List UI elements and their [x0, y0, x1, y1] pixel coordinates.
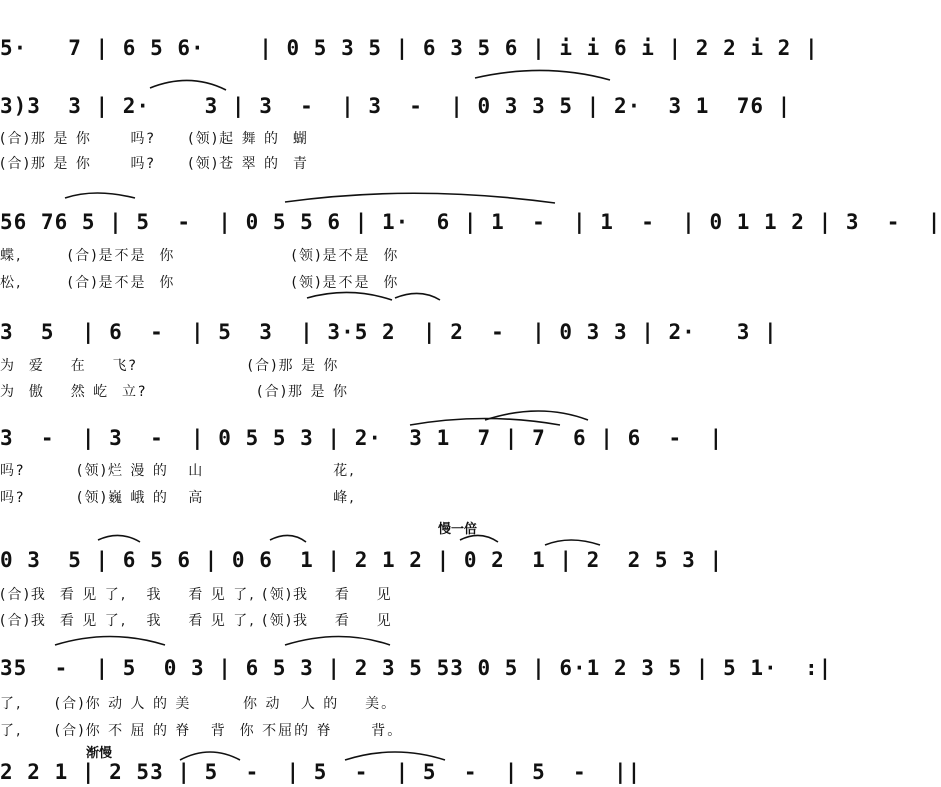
lyric-system-5-verse-1: 吗? (领)烂 漫 的 山 花,: [0, 463, 356, 479]
score-system-6-notes: 0 3 5 | 6 5 6 | 0 6 1 | 2 1 2 | 0 2 1 | 2 2 5 3 |: [0, 548, 724, 572]
tempo-marking-gradually-slower: 渐慢: [86, 746, 113, 761]
lyric-system-2-verse-2: (合)那 是 你 吗? (领)苍 翠 的 青: [0, 156, 309, 172]
lyric-system-7-verse-2: 了, (合)你 不 屈 的 脊 背 你 不屈的 脊 背。: [0, 723, 404, 739]
lyric-system-4-verse-1: 为 爱 在 飞? (合)那 是 你: [0, 358, 340, 374]
score-system-8-notes: 2 2 1 | 2 53 | 5 - | 5 - | 5 - | 5 - ||: [0, 760, 642, 784]
score-system-4-notes: 3 5 | 6 - | 5 3 | 3·5 2 | 2 - | 0 3 3 | 2· 3 |: [0, 320, 778, 344]
tempo-marking-slow-double: 慢一倍: [438, 522, 478, 537]
score-system-2-notes: 3)3 3 | 2· 3 | 3 - | 3 - | 0 3 3 5 | 2· 3 1 76 |: [0, 94, 792, 118]
lyric-system-6-verse-2: (合)我 看 见 了, 我 看 见 了, (领)我 看 见: [0, 613, 393, 629]
lyric-system-4-verse-2: 为 傲 然 屹 立? (合)那 是 你: [0, 384, 349, 400]
score-system-3-notes: 56 76 5 | 5 - | 0 5 5 6 | 1· 6 | 1 - | 1 - | 0 1 1 2 | 3 - |: [0, 210, 941, 234]
score-system-5-notes: 3 - | 3 - | 0 5 5 3 | 2· 3 1 7 | 7 6 | 6 - |: [0, 426, 724, 450]
lyric-system-5-verse-2: 吗? (领)巍 峨 的 高 峰,: [0, 490, 356, 506]
lyric-system-3-verse-1: 蝶, (合)是不是 你 (领)是不是 你: [0, 248, 400, 264]
lyric-system-2-verse-1: (合)那 是 你 吗? (领)起 舞 的 蝴: [0, 131, 309, 147]
lyric-system-3-verse-2: 松, (合)是不是 你 (领)是不是 你: [0, 275, 400, 291]
lyric-system-7-verse-1: 了, (合)你 动 人 的 美 你 动 人 的 美。: [0, 696, 398, 712]
score-system-1-notes: 5· 7 | 6 5 6· | 0 5 3 5 | 6 3 5 6 | i i 6 i | 2 2 i 2 |: [0, 36, 819, 60]
lyric-system-6-verse-1: (合)我 看 见 了, 我 看 见 了, (领)我 看 见: [0, 587, 393, 603]
score-system-7-notes: 35 - | 5 0 3 | 6 5 3 | 2 3 5 53 0 5 | 6·1 2 3 5 | 5 1· :|: [0, 656, 833, 680]
